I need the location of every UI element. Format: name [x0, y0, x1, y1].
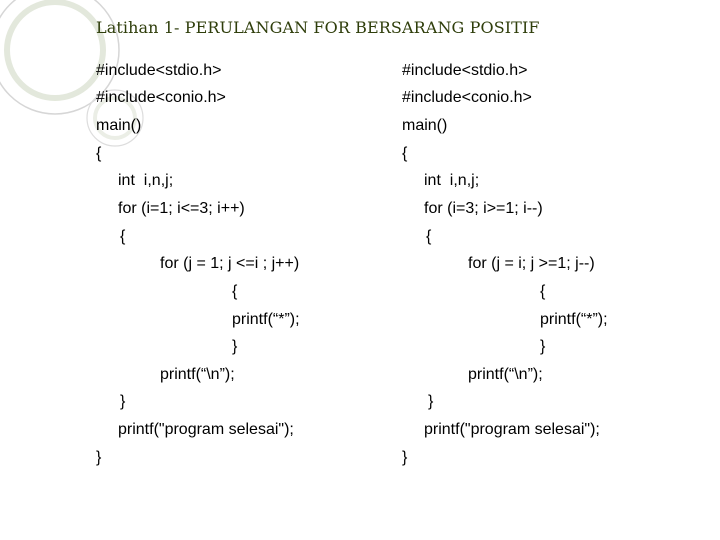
code-line: for (i=1; i<=3; i++)	[118, 200, 245, 217]
code-line: #include<conio.h>	[96, 89, 226, 106]
code-line: printf(“*”);	[232, 311, 300, 328]
code-line: {	[402, 145, 408, 162]
code-line: #include<stdio.h>	[96, 62, 222, 79]
code-line: }	[540, 338, 546, 355]
code-line: printf(“\n”);	[468, 366, 543, 383]
code-line: }	[96, 449, 102, 466]
code-line: #include<stdio.h>	[402, 62, 528, 79]
code-line: {	[540, 283, 546, 300]
code-line: {	[232, 283, 238, 300]
code-line: {	[120, 228, 126, 245]
code-line: for (j = 1; j <=i ; j++)	[160, 255, 300, 272]
code-line: printf("program selesai");	[424, 421, 600, 438]
code-line: int i,n,j;	[118, 172, 174, 189]
code-line: main()	[96, 117, 142, 134]
code-line: printf(“\n”);	[160, 366, 235, 383]
slide-title: Latihan 1- PERULANGAN FOR BERSARANG POSITIF	[96, 18, 540, 37]
code-line: for (j = i; j >=1; j--)	[468, 255, 595, 272]
code-line: #include<conio.h>	[402, 89, 532, 106]
accent-ring	[7, 2, 103, 98]
code-line: for (i=3; i>=1; i--)	[424, 200, 543, 217]
code-line: }	[402, 449, 408, 466]
code-line: }	[428, 393, 434, 410]
code-line: main()	[402, 117, 448, 134]
code-line: printf("program selesai");	[118, 421, 294, 438]
code-line: int i,n,j;	[424, 172, 480, 189]
code-line: }	[232, 338, 238, 355]
code-line: printf(“*”);	[540, 311, 608, 328]
code-line: {	[96, 145, 102, 162]
code-line: {	[426, 228, 432, 245]
code-line: }	[120, 393, 126, 410]
